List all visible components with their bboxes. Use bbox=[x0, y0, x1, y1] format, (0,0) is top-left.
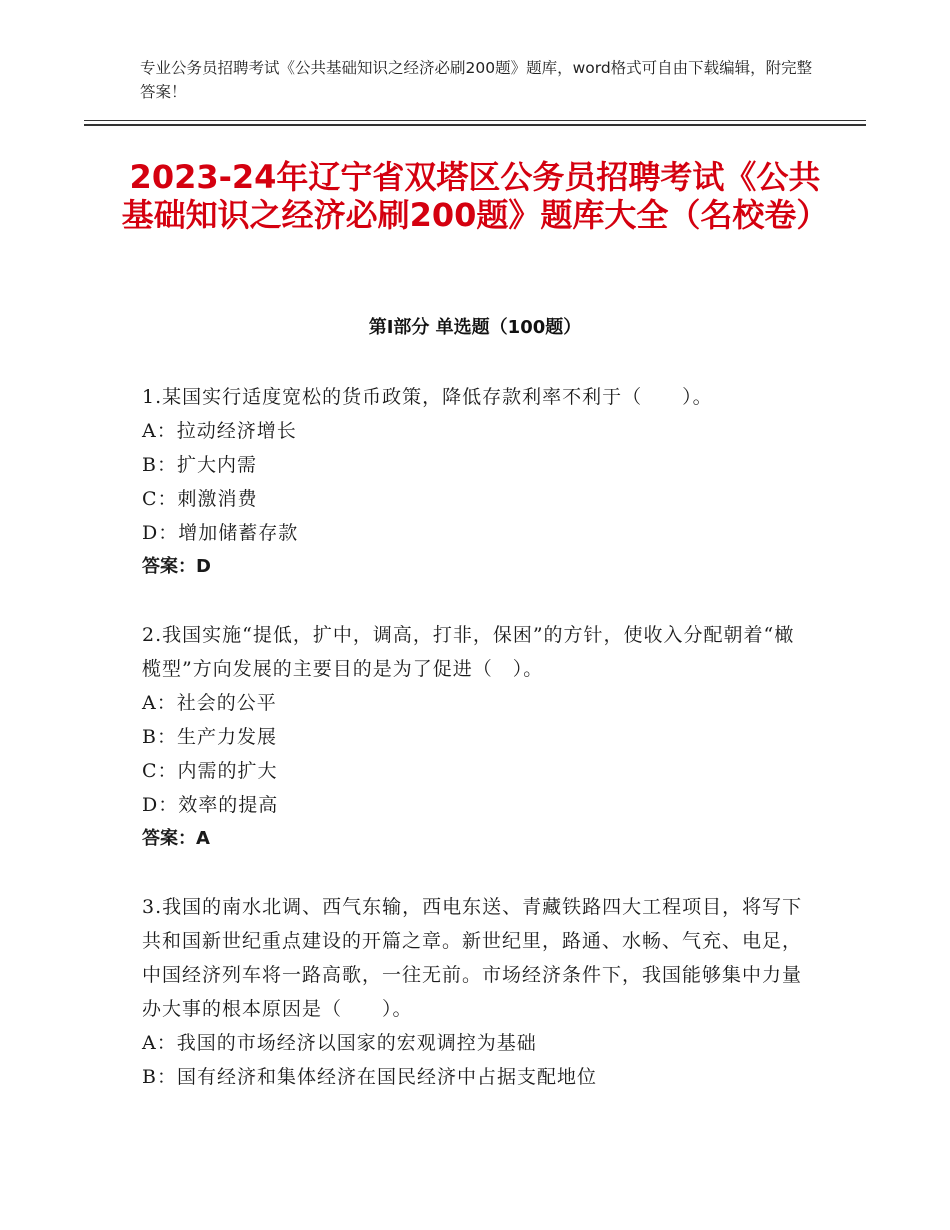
option-b: B：生产力发展 bbox=[142, 726, 277, 748]
question-list bbox=[142, 380, 812, 1128]
header-divider bbox=[84, 120, 866, 121]
header-note: 专业公务员招聘考试《公共基础知识之经济必刷200题》题库，word格式可自由下载编辑，附完整答案！ bbox=[140, 59, 813, 101]
option-c: C：刺激消费 bbox=[142, 488, 258, 510]
document-title: 2023-24年辽宁省双塔区公务员招聘考试《公共基础知识之经济必刷200题》题库大全（名校卷） bbox=[121, 158, 829, 234]
option-b: B：扩大内需 bbox=[142, 454, 257, 476]
question-stem: 2.我国实施“提低，扩中，调高，打非，保困”的方针，使收入分配朝着“橄榄型”方向发展的主要目的是为了促进（ ）。 bbox=[142, 624, 795, 680]
section-title: 第Ⅰ部分 单选题（100题） bbox=[368, 317, 582, 338]
question-stem: 1.某国实行适度宽松的货币政策，降低存款利率不利于（ ）。 bbox=[142, 386, 713, 408]
option-d: D：效率的提高 bbox=[142, 794, 279, 816]
option-c: C：内需的扩大 bbox=[142, 760, 278, 782]
header-divider-bold bbox=[84, 124, 866, 126]
question-stem: 3.我国的南水北调、西气东输，西电东送、青藏铁路四大工程项目，将写下共和国新世纪重点建设的开篇之章。新世纪里，路通、水畅、气充、电足，中国经济列车将一路高歌，一往无前。市场经济条件下，我国能够集中力量办大事的根本原因是（ ）。 bbox=[142, 896, 803, 1020]
option-d: D：增加储蓄存款 bbox=[142, 522, 299, 544]
option-a: A：拉动经济增长 bbox=[142, 420, 297, 442]
option-b: B：国有经济和集体经济在国民经济中占据支配地位 bbox=[142, 1066, 597, 1088]
question-3 bbox=[142, 890, 812, 1094]
answer: 答案：D bbox=[142, 556, 211, 577]
option-a: A：社会的公平 bbox=[142, 692, 277, 714]
option-a: A：我国的市场经济以国家的宏观调控为基础 bbox=[142, 1032, 537, 1054]
answer: 答案：A bbox=[142, 828, 210, 849]
question-2 bbox=[142, 618, 812, 856]
question-1 bbox=[142, 380, 812, 584]
